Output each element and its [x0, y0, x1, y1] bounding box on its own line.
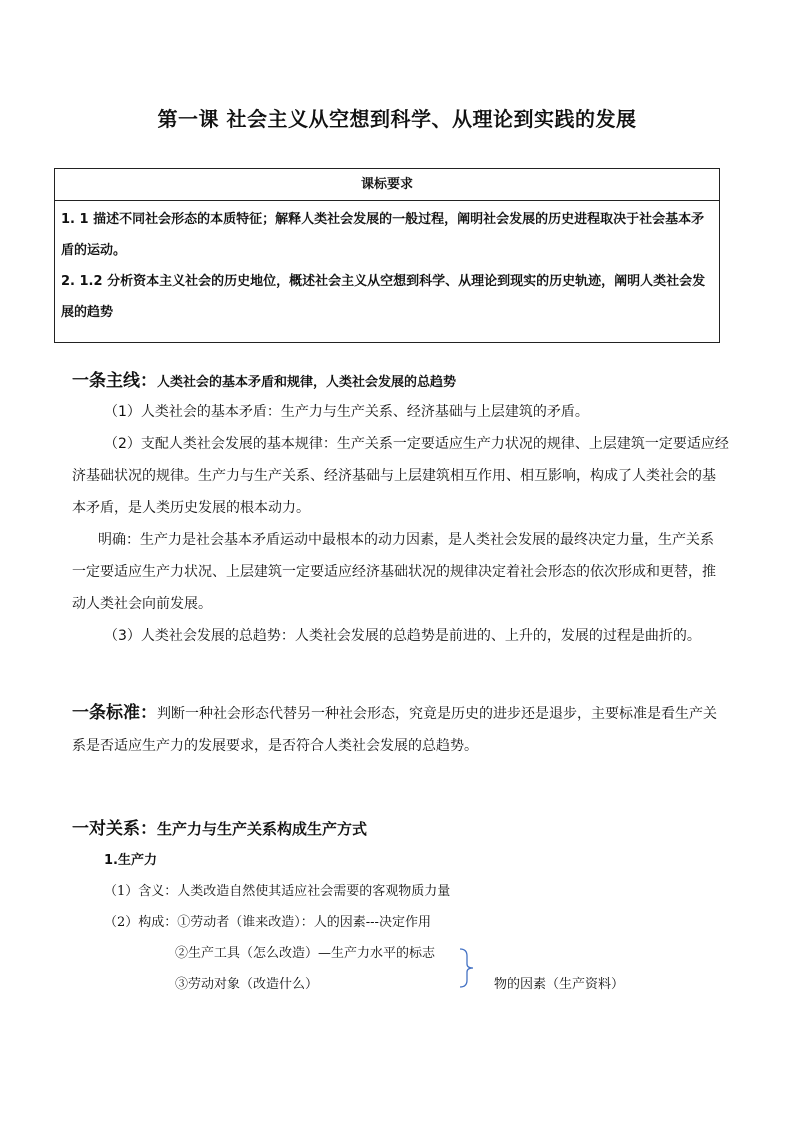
- requirement-item-1: 1. 1 描述不同社会形态的本质特征；解释人类社会发展的一般过程，阐明社会发展的历史进程取决于社会基本矛盾的运动。: [61, 212, 705, 258]
- main-line-heading: 一条主线：: [72, 371, 157, 391]
- main-line-subtitle: 人类社会的基本矛盾和规律，人类社会发展的总趋势: [157, 375, 457, 390]
- standard-text-line1: 判断一种社会形态代替另一种社会形态，究竟是历史的进步还是退步，主要标准是看生产关: [157, 706, 717, 722]
- basic-contradiction-paragraph: （1）人类社会的基本矛盾：生产力与生产关系、经济基础与上层建筑的矛盾。: [104, 404, 589, 420]
- requirements-header: 课标要求: [55, 169, 719, 201]
- basic-law-paragraph-line3: 本矛盾，是人类历史发展的根本动力。: [72, 500, 310, 516]
- standard-text-line2: 系是否适应生产力的发展要求，是否符合人类社会发展的总趋势。: [72, 738, 478, 754]
- material-factor-label: 物的因素（生产资料）: [494, 977, 625, 992]
- clarify-paragraph-line3: 动人类社会向前发展。: [72, 596, 212, 612]
- standard-heading: 一条标准：: [72, 703, 157, 723]
- general-trend-paragraph: （3）人类社会发展的总趋势：人类社会发展的总趋势是前进的、上升的，发展的过程是曲折的。: [104, 628, 701, 644]
- clarify-paragraph-line2: 一定要适应生产力状况、上层建筑一定要适应经济基础状况的规律决定着社会形态的依次形成和更替，推: [72, 564, 716, 580]
- section-relation: [72, 814, 367, 839]
- productivity-composition: （2）构成：①劳动者（谁来改造）：人的因素---决定作用: [104, 915, 431, 930]
- section-standard-line1: [72, 697, 717, 730]
- clarify-paragraph-line1: 明确：生产力是社会基本矛盾运动中最根本的动力因素，是人类社会发展的最终决定力量，生产关系: [98, 532, 714, 548]
- relation-heading: 一对关系：: [72, 819, 157, 839]
- requirements-table: [54, 168, 720, 343]
- labor-tools: ②生产工具（怎么改造）—生产力水平的标志: [175, 946, 436, 961]
- productivity-meaning: （1）含义：人类改造自然使其适应社会需要的客观物质力量: [104, 884, 451, 899]
- relation-subtitle: 生产力与生产关系构成生产方式: [157, 820, 368, 838]
- right-brace-icon: [458, 948, 478, 988]
- page-title: 第一课 社会主义从空想到科学、从理论到实践的发展: [157, 107, 637, 131]
- basic-law-paragraph-line1: （2）支配人类社会发展的基本规律：生产关系一定要适应生产力状况的规律、上层建筑一定要适应经: [104, 436, 729, 452]
- requirements-body: [55, 201, 719, 328]
- requirement-item-2: 2. 1.2 分析资本主义社会的历史地位，概述社会主义从空想到科学、从理论到现实的历史轨迹，阐明人类社会发展的趋势: [61, 274, 706, 320]
- labor-objects: ③劳动对象（改造什么）: [175, 977, 319, 992]
- basic-law-paragraph-line2: 济基础状况的规律。生产力与生产关系、经济基础与上层建筑相互作用、相互影响，构成了人类社会的基: [72, 468, 716, 484]
- productivity-item: 1.生产力: [104, 853, 157, 868]
- section-main-line: [72, 366, 456, 391]
